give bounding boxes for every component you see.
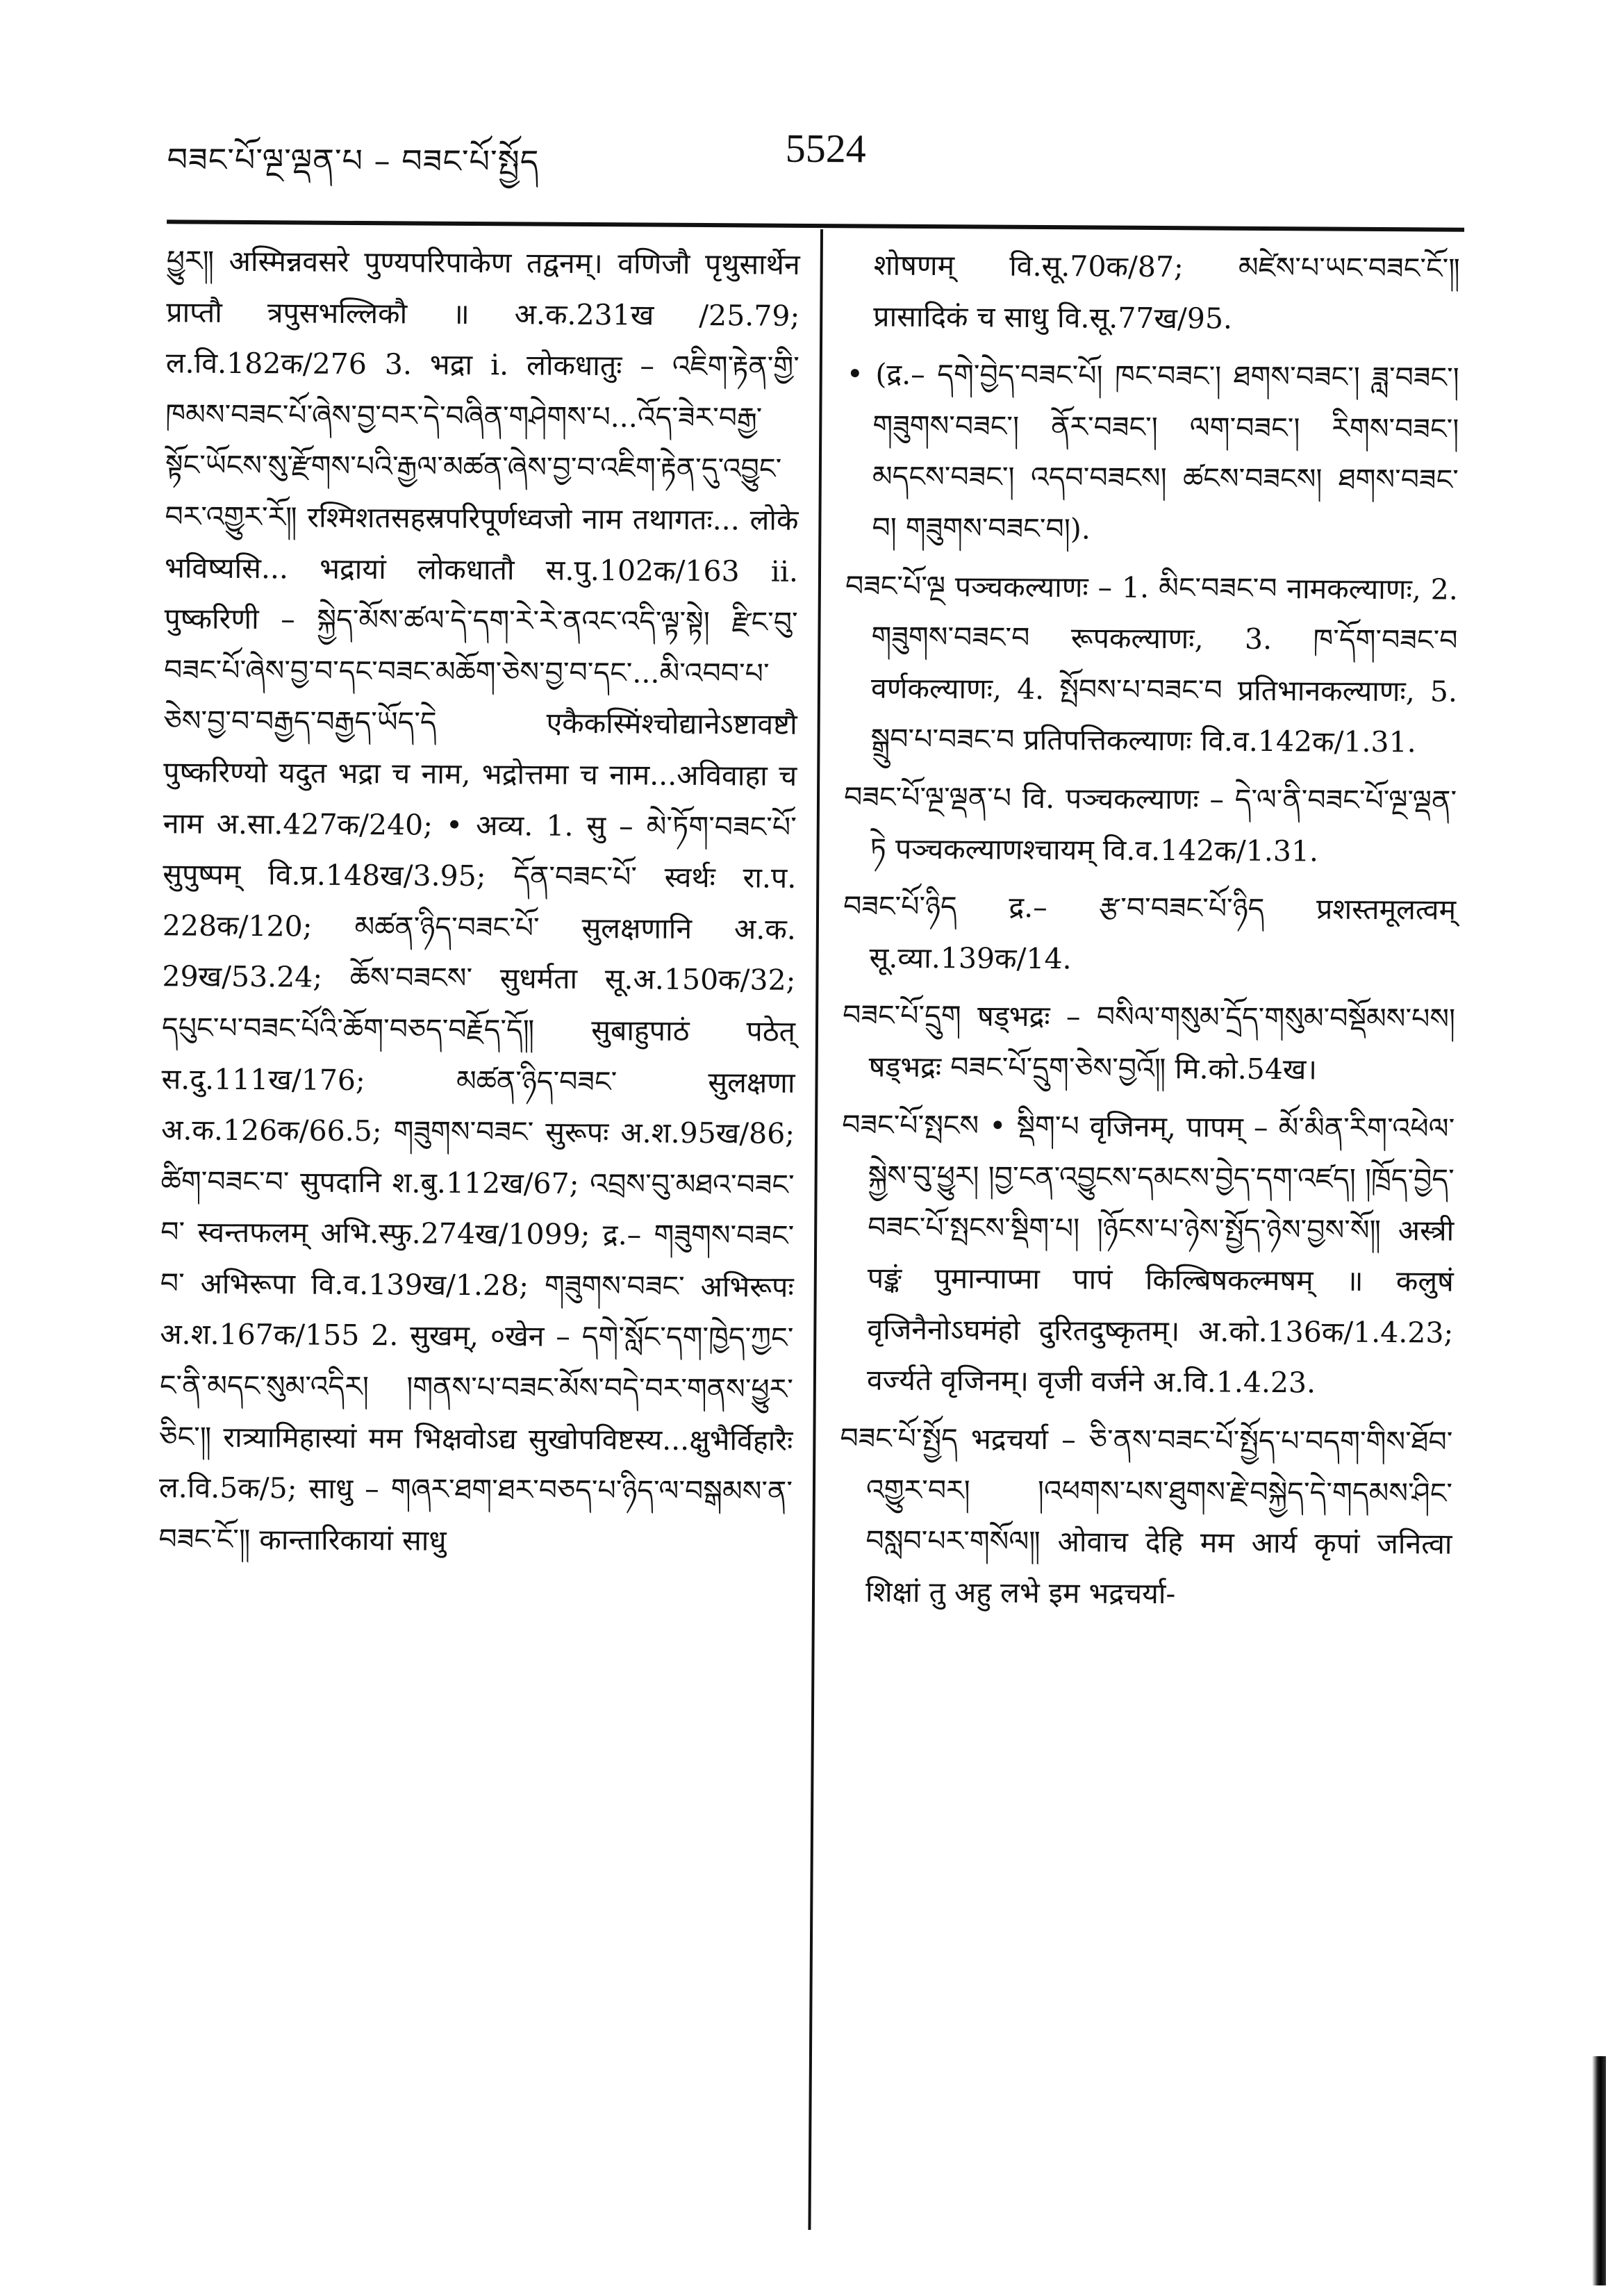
entry-bzang-po-spangs: བཟང་པོ་སྤངས • སྡིག་པ वृजिनम्, पापम् – མོ་མིན་རིག་འཕེལ་སྐྱེས་བུ་ཕྱུར། །བྱ་ངན་འབྱུངས་དམངས་བྱེད་དག་འཛད། །ཁྲོད་བྱེད་བཟང་པོ་སྤངས་སྡིག་པ། །ཉོངས་པ་ཉེས་སྤྱོད་ཉེས་བྱས་སོ༎ अस्त्री पङ्कं पुमान्पाप्मा पापं किल्बिषकल्मषम् ॥ कलुषं वृजिनैनोऽघमंहो दुरितदुष्कृतम्। अ.को.136क/1.4.23; वर्ज्यते वृजिनम्। वृजी वर्जने अ.वि.1.4.23. bbox=[842, 1107, 1455, 1400]
left-column bbox=[158, 235, 800, 1575]
running-head: བཟང་པོ་ལྔ་ལྡན་པ – བཟང་པོ་སྤྱོད bbox=[167, 140, 540, 181]
column-divider bbox=[808, 229, 823, 2230]
header-rule bbox=[167, 220, 1464, 231]
book-spine-shadow bbox=[1592, 2056, 1606, 2285]
page-number: 5524 bbox=[785, 125, 866, 172]
cross-reference-list: • (द्र.– དགེ་བྱེད་བཟང་པོ། ཁང་བཟང་། ཐགས་བཟང་། ཟླ་བཟང་། གཟུགས་བཟང་། ནོར་བཟང་། ལག་བཟང་། རིགས་བཟང་། མདངས་བཟང་། འདབ་བཟངས། ཚངས་བཟངས། ཐགས་བཟང་བ། གཟུགས་བཟང་བ།). bbox=[846, 357, 1459, 546]
entry-bzang-po-lnga: བཟང་པོ་ལྔ पञ्चकल्याणः – 1. མིང་བཟང་བ नामकल्याणः, 2. གཟུགས་བཟང་བ रूपकल्याणः, 3. ཁ་དོག་བཟང་བ वर्णकल्याणः, 4. སྤོབས་པ་བཟང་བ प्रतिभानकल्याणः, 5. སྒྲུབ་པ་བཟང་བ प्रतिपत्तिकल्याणः वि.व.142क/1.31. bbox=[845, 568, 1459, 759]
right-column bbox=[839, 240, 1460, 1628]
entry-bzang-po-lnga-ldan-pa: བཟང་པོ་ལྔ་ལྡན་པ वि. पञ्चकल्याणः – དེ་ལ་ནི་བཟང་པོ་ལྔ་ལྡན་ཏེ पञ्चकल्याणश्चायम् वि.व.142क/1.31. bbox=[843, 780, 1457, 868]
entry-bzang-po-nyid: བཟང་པོ་ཉིད द्र.– རྩ་བ་བཟང་པོ་ཉིད प्रशस्तमूलत्वम् सू.व्या.139क/14. bbox=[843, 889, 1457, 975]
entry-bzang-po-spyod: བཟང་པོ་སྤྱོད भद्रचर्या – ཅི་ནས་བཟང་པོ་སྤྱོད་པ་བདག་གིས་ཐོབ་འགྱུར་བར། །འཕགས་པས་ཐུགས་རྗེ་བསྐྱེད་དེ་གདམས་ཤིང་བསླབ་པར་གསོལ༎ ओवाच देहि मम आर्य कृपां जनित्वा शिक्षां तु अहु लभे इम भद्रचर्या- bbox=[840, 1421, 1453, 1611]
entry-continuation: ཕྱུར༎ अस्मिन्नवसरे पुण्यपरिपाकेण तद्वनम्। वणिजौ पृथुसार्थेन प्राप्तौ त्रपुसभल्लिकौ ॥ अ.क.231ख /25.79; ल.वि.182क/276 3. भद्रा i. लोकधातुः – འཇིག་རྟེན་གྱི་ཁམས་བཟང་པོ་ཞེས་བྱ་བར་དེ་བཞིན་གཤེགས་པ...འོད་ཟེར་བརྒྱ་སྟོང་ཡོངས་སུ་རྫོགས་པའི་རྒྱལ་མཚན་ཞེས་བྱ་བ་འཇིག་རྟེན་དུ་འབྱུང་བར་འགྱུར་རོ༎ रश्मिशतसहस्रपरिपूर्णध्वजो नाम तथागतः... लोके भविष्यसि... भद्रायां लोकधातौ स.पु.102क/163 ii. पुष्करिणी – སྐྱེད་མོས་ཚལ་དེ་དག་རེ་རེ་ནའང་འདི་ལྟ་སྟེ། རྫིང་བུ་བཟང་པོ་ཞེས་བྱ་བ་དང་བཟང་མཆོག་ཅེས་བྱ་བ་དང་...མི་འབབ་པ་ཅེས་བྱ་བ་བརྒྱད་བརྒྱད་ཡོད་དེ एकैकस्मिंश्चोद्यानेऽष्टावष्टौ पुष्करिण्यो यदुत भद्रा च नाम, भद्रोत्तमा च नाम...अविवाहा च नाम अ.सा.427क/240; • अव्य. 1. सु – མེ་ཏོག་བཟང་པོ་ सुपुष्पम् वि.प्र.148ख/3.95; དོན་བཟང་པོ་ स्वर्थः रा.प. 228क/120; མཚན་ཉིད་བཟང་པོ་ सुलक्षणानि अ.क. 29ख/53.24; ཆོས་བཟངས་ सुधर्मता सू.अ.150क/32; དཔུང་པ་བཟང་པོའི་ཆོག་བཅད་བརྗོད་དོ༎ सुबाहुपाठं पठेत् स.दु.111ख/176; མཚན་ཉིད་བཟང་ सुलक्षणा अ.क.126क/66.5; གཟུགས་བཟང་ सुरूपः अ.श.95ख/86; ཚིག་བཟང་བ་ सुपदानि श.बु.112ख/67; འབྲས་བུ་མཐའ་བཟང་བ་ स्वन्तफलम् अभि.स्फु.274ख/1099; द्र.– གཟུགས་བཟང་བ་ अभिरूपा वि.व.139ख/1.28; གཟུགས་བཟང་ अभिरूपः अ.श.167क/155 2. सुखम्, ०खेन – དགེ་སློང་དག་ཁྱེད་ཀྱང་ང་ནི་མདང་སུམ་འདིར། །གནས་པ་བཟང་མོས་བདེ་བར་གནས་ཕྱུར་ཅིང་༎ रात्र्यामिहास्यां मम भिक्षवोऽद्य सुखोपविष्टस्य...क्षुभैर्विहारैः ल.वि.5क/5; साधु – གཞར་ཐག་ཐར་བཅད་པ་ཉིད་ལ་བསྒམས་ན་བཟང་ངོ་༎ कान्तारिकायां साधु bbox=[158, 244, 800, 1557]
entry-continuation: शोषणम् वि.सू.70क/87; མཛེས་པ་ཡང་བཟང་ངོ་༎ प्रासादिकं च साधु वि.सू.77ख/95. bbox=[873, 248, 1460, 336]
entry-bzang-po-drug: བཟང་པོ་དྲུག षड्भद्रः – བསིལ་གསུམ་དྲོད་གསུམ་བསྡོམས་པས། षड्भद्रः བཟང་པོ་དྲུག་ཅེས་བྱའོ༎ मि.को.54ख। bbox=[842, 998, 1456, 1086]
